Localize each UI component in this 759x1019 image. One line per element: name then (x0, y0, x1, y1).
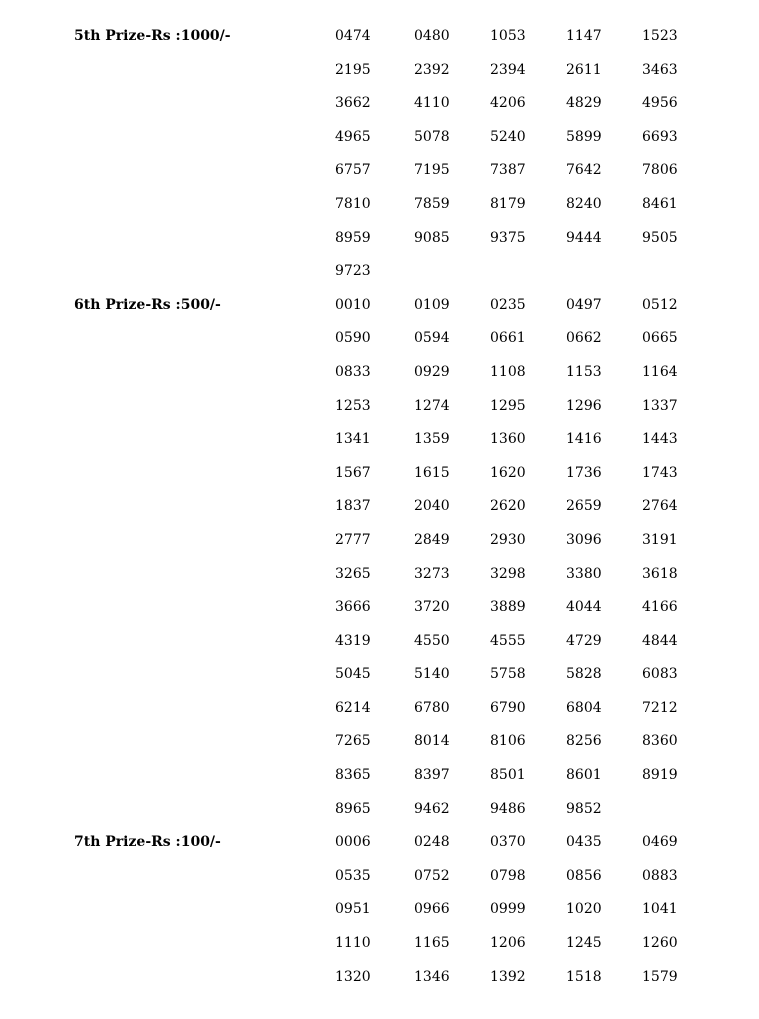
prize-section (0, 20, 759, 289)
number-row (0, 121, 759, 155)
winning-number: 0999 (490, 901, 526, 918)
winning-number: 2611 (566, 61, 602, 78)
number-row (0, 87, 759, 121)
number-row (0, 356, 759, 390)
winning-number: 2659 (566, 498, 602, 515)
winning-number: 1359 (414, 431, 450, 448)
winning-number: 1295 (490, 397, 526, 414)
prize-section (0, 826, 759, 994)
winning-number: 1346 (414, 968, 450, 985)
winning-number: 1165 (414, 935, 450, 952)
winning-number: 8397 (414, 767, 450, 784)
winning-number: 0798 (490, 867, 526, 884)
winning-number: 0665 (642, 330, 678, 347)
number-row (0, 692, 759, 726)
number-row (0, 188, 759, 222)
winning-number: 3380 (566, 565, 602, 582)
winning-number: 9486 (490, 800, 526, 817)
winning-number: 7387 (490, 162, 526, 179)
winning-number: 9444 (566, 229, 602, 246)
prize-title: 5th Prize-Rs :1000/- (74, 28, 231, 44)
winning-number: 2394 (490, 61, 526, 78)
winning-number: 0480 (414, 28, 450, 44)
winning-number: 1615 (414, 464, 450, 481)
winning-number: 1392 (490, 968, 526, 985)
winning-number: 8106 (490, 733, 526, 750)
winning-number: 1274 (414, 397, 450, 414)
winning-number: 1837 (335, 498, 371, 515)
number-row (0, 625, 759, 659)
winning-number: 2620 (490, 498, 526, 515)
winning-number: 4044 (566, 599, 602, 616)
number-row (0, 490, 759, 524)
number-row (0, 860, 759, 894)
winning-number: 8360 (642, 733, 678, 750)
winning-number: 5045 (335, 666, 371, 683)
winning-number: 7642 (566, 162, 602, 179)
number-row (0, 289, 759, 323)
winning-number: 5078 (414, 128, 450, 145)
winning-number: 3666 (335, 599, 371, 616)
winning-number: 1443 (642, 431, 678, 448)
winning-number: 9462 (414, 800, 450, 817)
number-row (0, 558, 759, 592)
prize-title: 7th Prize-Rs :100/- (74, 834, 221, 851)
winning-number: 1296 (566, 397, 602, 414)
number-row (0, 20, 759, 54)
winning-number: 1736 (566, 464, 602, 481)
winning-number: 4206 (490, 95, 526, 112)
winning-number: 7212 (642, 699, 678, 716)
prize-results (0, 20, 759, 994)
winning-number: 8014 (414, 733, 450, 750)
winning-number: 8240 (566, 195, 602, 212)
winning-number: 3618 (642, 565, 678, 582)
winning-number: 1620 (490, 464, 526, 481)
winning-number: 5758 (490, 666, 526, 683)
winning-number: 3463 (642, 61, 678, 78)
winning-number: 7859 (414, 195, 450, 212)
winning-number: 0661 (490, 330, 526, 347)
number-row (0, 961, 759, 995)
winning-number: 3096 (566, 531, 602, 548)
winning-number: 1567 (335, 464, 371, 481)
number-row (0, 725, 759, 759)
winning-number: 8461 (642, 195, 678, 212)
number-row (0, 322, 759, 356)
winning-number: 6693 (642, 128, 678, 145)
winning-number: 1164 (642, 363, 678, 380)
winning-number: 8365 (335, 767, 371, 784)
winning-number: 0435 (566, 834, 602, 851)
winning-number: 6804 (566, 699, 602, 716)
winning-number: 0966 (414, 901, 450, 918)
winning-number: 0535 (335, 867, 371, 884)
winning-number: 3889 (490, 599, 526, 616)
winning-number: 6757 (335, 162, 371, 179)
winning-number: 3273 (414, 565, 450, 582)
winning-number: 0235 (490, 296, 526, 313)
number-row (0, 591, 759, 625)
winning-number: 0512 (642, 296, 678, 313)
number-row (0, 658, 759, 692)
winning-number: 2930 (490, 531, 526, 548)
winning-number: 3720 (414, 599, 450, 616)
winning-number: 0469 (642, 834, 678, 851)
winning-number: 1579 (642, 968, 678, 985)
winning-number: 0951 (335, 901, 371, 918)
winning-number: 8919 (642, 767, 678, 784)
winning-number: 6214 (335, 699, 371, 716)
winning-number: 2040 (414, 498, 450, 515)
winning-number: 1245 (566, 935, 602, 952)
winning-number: 8179 (490, 195, 526, 212)
winning-number: 8601 (566, 767, 602, 784)
number-row (0, 457, 759, 491)
winning-number: 5240 (490, 128, 526, 145)
winning-number: 1523 (642, 28, 678, 44)
number-row (0, 390, 759, 424)
winning-number: 5140 (414, 666, 450, 683)
number-row (0, 255, 759, 289)
winning-number: 0833 (335, 363, 371, 380)
winning-number: 7195 (414, 162, 450, 179)
winning-number: 6083 (642, 666, 678, 683)
winning-number: 0856 (566, 867, 602, 884)
winning-number: 1260 (642, 935, 678, 952)
winning-number: 4555 (490, 632, 526, 649)
winning-number: 1253 (335, 397, 371, 414)
winning-number: 8256 (566, 733, 602, 750)
winning-number: 1416 (566, 431, 602, 448)
number-row (0, 927, 759, 961)
winning-number: 1147 (566, 28, 602, 44)
winning-number: 0370 (490, 834, 526, 851)
winning-number: 4956 (642, 95, 678, 112)
winning-number: 0752 (414, 867, 450, 884)
prize-section (0, 289, 759, 827)
number-row (0, 793, 759, 827)
winning-number: 1341 (335, 431, 371, 448)
winning-number: 4550 (414, 632, 450, 649)
winning-number: 9852 (566, 800, 602, 817)
winning-number: 1360 (490, 431, 526, 448)
number-row (0, 524, 759, 558)
winning-number: 1320 (335, 968, 371, 985)
winning-number: 3265 (335, 565, 371, 582)
winning-number: 2777 (335, 531, 371, 548)
winning-number: 8501 (490, 767, 526, 784)
winning-number: 0006 (335, 834, 371, 851)
winning-number: 1206 (490, 935, 526, 952)
winning-number: 1337 (642, 397, 678, 414)
winning-number: 1053 (490, 28, 526, 44)
winning-number: 9505 (642, 229, 678, 246)
winning-number: 0109 (414, 296, 450, 313)
winning-number: 0474 (335, 28, 371, 44)
winning-number: 3298 (490, 565, 526, 582)
number-row (0, 759, 759, 793)
winning-number: 9375 (490, 229, 526, 246)
number-row (0, 222, 759, 256)
winning-number: 4110 (414, 95, 450, 112)
winning-number: 0497 (566, 296, 602, 313)
winning-number: 1041 (642, 901, 678, 918)
winning-number: 7806 (642, 162, 678, 179)
winning-number: 5828 (566, 666, 602, 683)
winning-number: 4166 (642, 599, 678, 616)
number-row (0, 54, 759, 88)
winning-number: 0248 (414, 834, 450, 851)
winning-number: 1153 (566, 363, 602, 380)
winning-number: 2849 (414, 531, 450, 548)
number-row (0, 154, 759, 188)
winning-number: 4319 (335, 632, 371, 649)
number-row (0, 893, 759, 927)
winning-number: 8965 (335, 800, 371, 817)
winning-number: 2392 (414, 61, 450, 78)
winning-number: 4829 (566, 95, 602, 112)
winning-number: 4965 (335, 128, 371, 145)
winning-number: 0010 (335, 296, 371, 313)
winning-number: 1743 (642, 464, 678, 481)
winning-number: 3662 (335, 95, 371, 112)
winning-number: 1518 (566, 968, 602, 985)
winning-number: 7810 (335, 195, 371, 212)
winning-number: 1108 (490, 363, 526, 380)
winning-number: 1110 (335, 935, 371, 952)
winning-number: 6780 (414, 699, 450, 716)
winning-number: 7265 (335, 733, 371, 750)
winning-number: 0590 (335, 330, 371, 347)
winning-number: 1020 (566, 901, 602, 918)
winning-number: 4729 (566, 632, 602, 649)
winning-number: 9723 (335, 263, 371, 280)
number-row (0, 826, 759, 860)
winning-number: 0883 (642, 867, 678, 884)
winning-number: 9085 (414, 229, 450, 246)
winning-number: 0929 (414, 363, 450, 380)
winning-number: 5899 (566, 128, 602, 145)
winning-number: 2195 (335, 61, 371, 78)
winning-number: 3191 (642, 531, 678, 548)
winning-number: 6790 (490, 699, 526, 716)
winning-number: 4844 (642, 632, 678, 649)
winning-number: 0594 (414, 330, 450, 347)
winning-number: 2764 (642, 498, 678, 515)
prize-title: 6th Prize-Rs :500/- (74, 296, 221, 313)
winning-number: 8959 (335, 229, 371, 246)
winning-number: 0662 (566, 330, 602, 347)
number-row (0, 423, 759, 457)
